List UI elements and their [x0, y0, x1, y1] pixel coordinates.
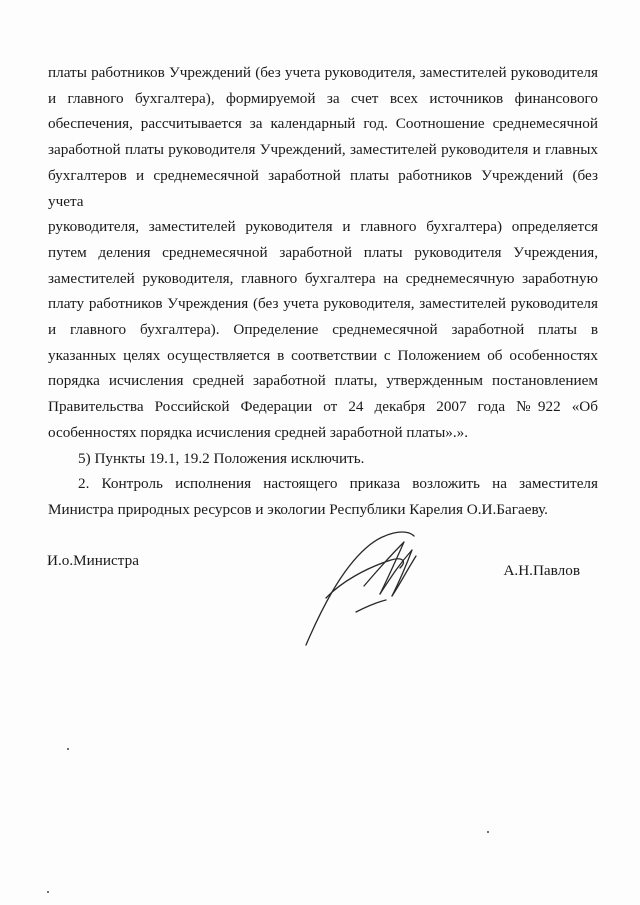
clause-5-paragraph: 5) Пункты 19.1, 19.2 Положения исключить.	[78, 449, 365, 467]
text-line: платы работников Учреждений (без учета руководителя, заместителей руководителя	[48, 64, 598, 81]
text-line: указанных целях осуществляется в соответствии с Положением об особенностях	[48, 346, 598, 364]
handwritten-signature	[296, 520, 436, 650]
document-body	[48, 60, 598, 523]
text-line: путем деления среднемесячной заработной платы руководителя Учреждения,	[48, 243, 598, 261]
text-line: бухгалтеров и среднемесячной заработной платы работников Учреждений (без учета	[48, 166, 598, 210]
text-line: руководителя, заместителей руководителя и главного бухгалтера) определяется	[48, 218, 598, 236]
text-line: и главного бухгалтера), формируемой за счет всех источников финансового	[48, 89, 598, 107]
text-line: особенностях порядка исчисления средней заработной платы».».	[48, 423, 469, 441]
text-line: порядка исчисления средней заработной платы, утвержденным постановлением	[48, 372, 598, 390]
text-line: Правительства Российской Федерации от 24 декабря 2007 года №922 «Об	[48, 398, 598, 416]
scan-speck	[487, 831, 489, 833]
scan-speck	[67, 748, 69, 750]
text-line: 2. Контроль исполнения настоящего приказа возложить на заместителя	[78, 475, 598, 493]
signatory-role: И.о.Министра	[47, 552, 139, 569]
text-line: плату работников Учреждения (без учета руководителя, заместителей руководителя	[48, 295, 598, 313]
text-line: заместителей руководителя, главного бухгалтера на среднемесячную заработную	[48, 269, 598, 287]
text-line: и главного бухгалтера). Определение среднемесячной заработной платы в	[48, 321, 598, 339]
text-line: заработной платы руководителя Учреждений, заместителей руководителя и главных	[48, 141, 598, 159]
signatory-name: А.Н.Павлов	[503, 562, 580, 579]
text-line: Министра природных ресурсов и экологии Республики Карелия О.И.Багаеву.	[48, 500, 548, 518]
scan-speck	[47, 891, 49, 893]
text-line: обеспечения, рассчитывается за календарный год. Соотношение среднемесячной	[48, 115, 598, 133]
